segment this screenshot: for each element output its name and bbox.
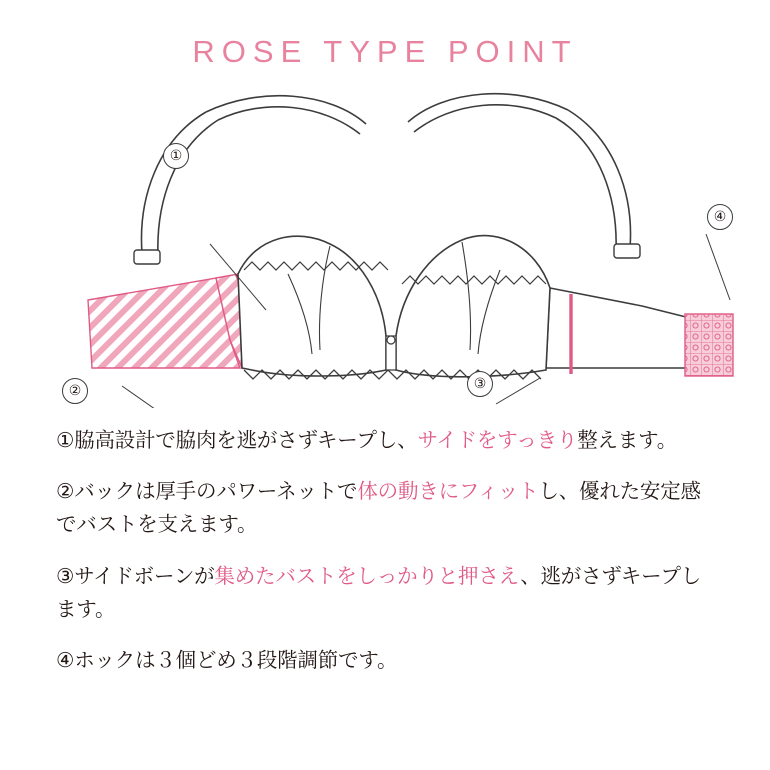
note-text: サイドボーンが集めたバストをしっかりと押さえ、逃がさずキープします。: [56, 563, 702, 621]
note-text: バックは厚手のパワーネットで体の動きにフィットし、優れた安定感でバストを支えます。: [56, 479, 701, 537]
note-text: 脇高設計で脇肉を逃がさずキープし、サイドをすっきり整えます。: [74, 428, 678, 452]
note-number: ②: [56, 479, 75, 504]
note-item: [56, 560, 716, 626]
bra-drawing: [30, 78, 746, 408]
note-text: ホックは３個どめ３段階調節です。: [74, 648, 398, 673]
note-item: [56, 424, 716, 457]
feature-notes-list: [56, 424, 716, 695]
note-number: ①: [56, 428, 75, 452]
page-title: ROSE TYPE POINT: [192, 34, 578, 69]
callout-4: ④: [707, 204, 733, 230]
note-item: [56, 475, 716, 541]
note-number: ④: [56, 648, 75, 673]
callout-2: ②: [62, 378, 88, 404]
bra-illustration: [30, 78, 746, 408]
callout-3: ③: [467, 371, 493, 397]
note-item: [56, 644, 716, 677]
note-number: ③: [56, 563, 75, 588]
callout-1: ①: [163, 143, 189, 169]
